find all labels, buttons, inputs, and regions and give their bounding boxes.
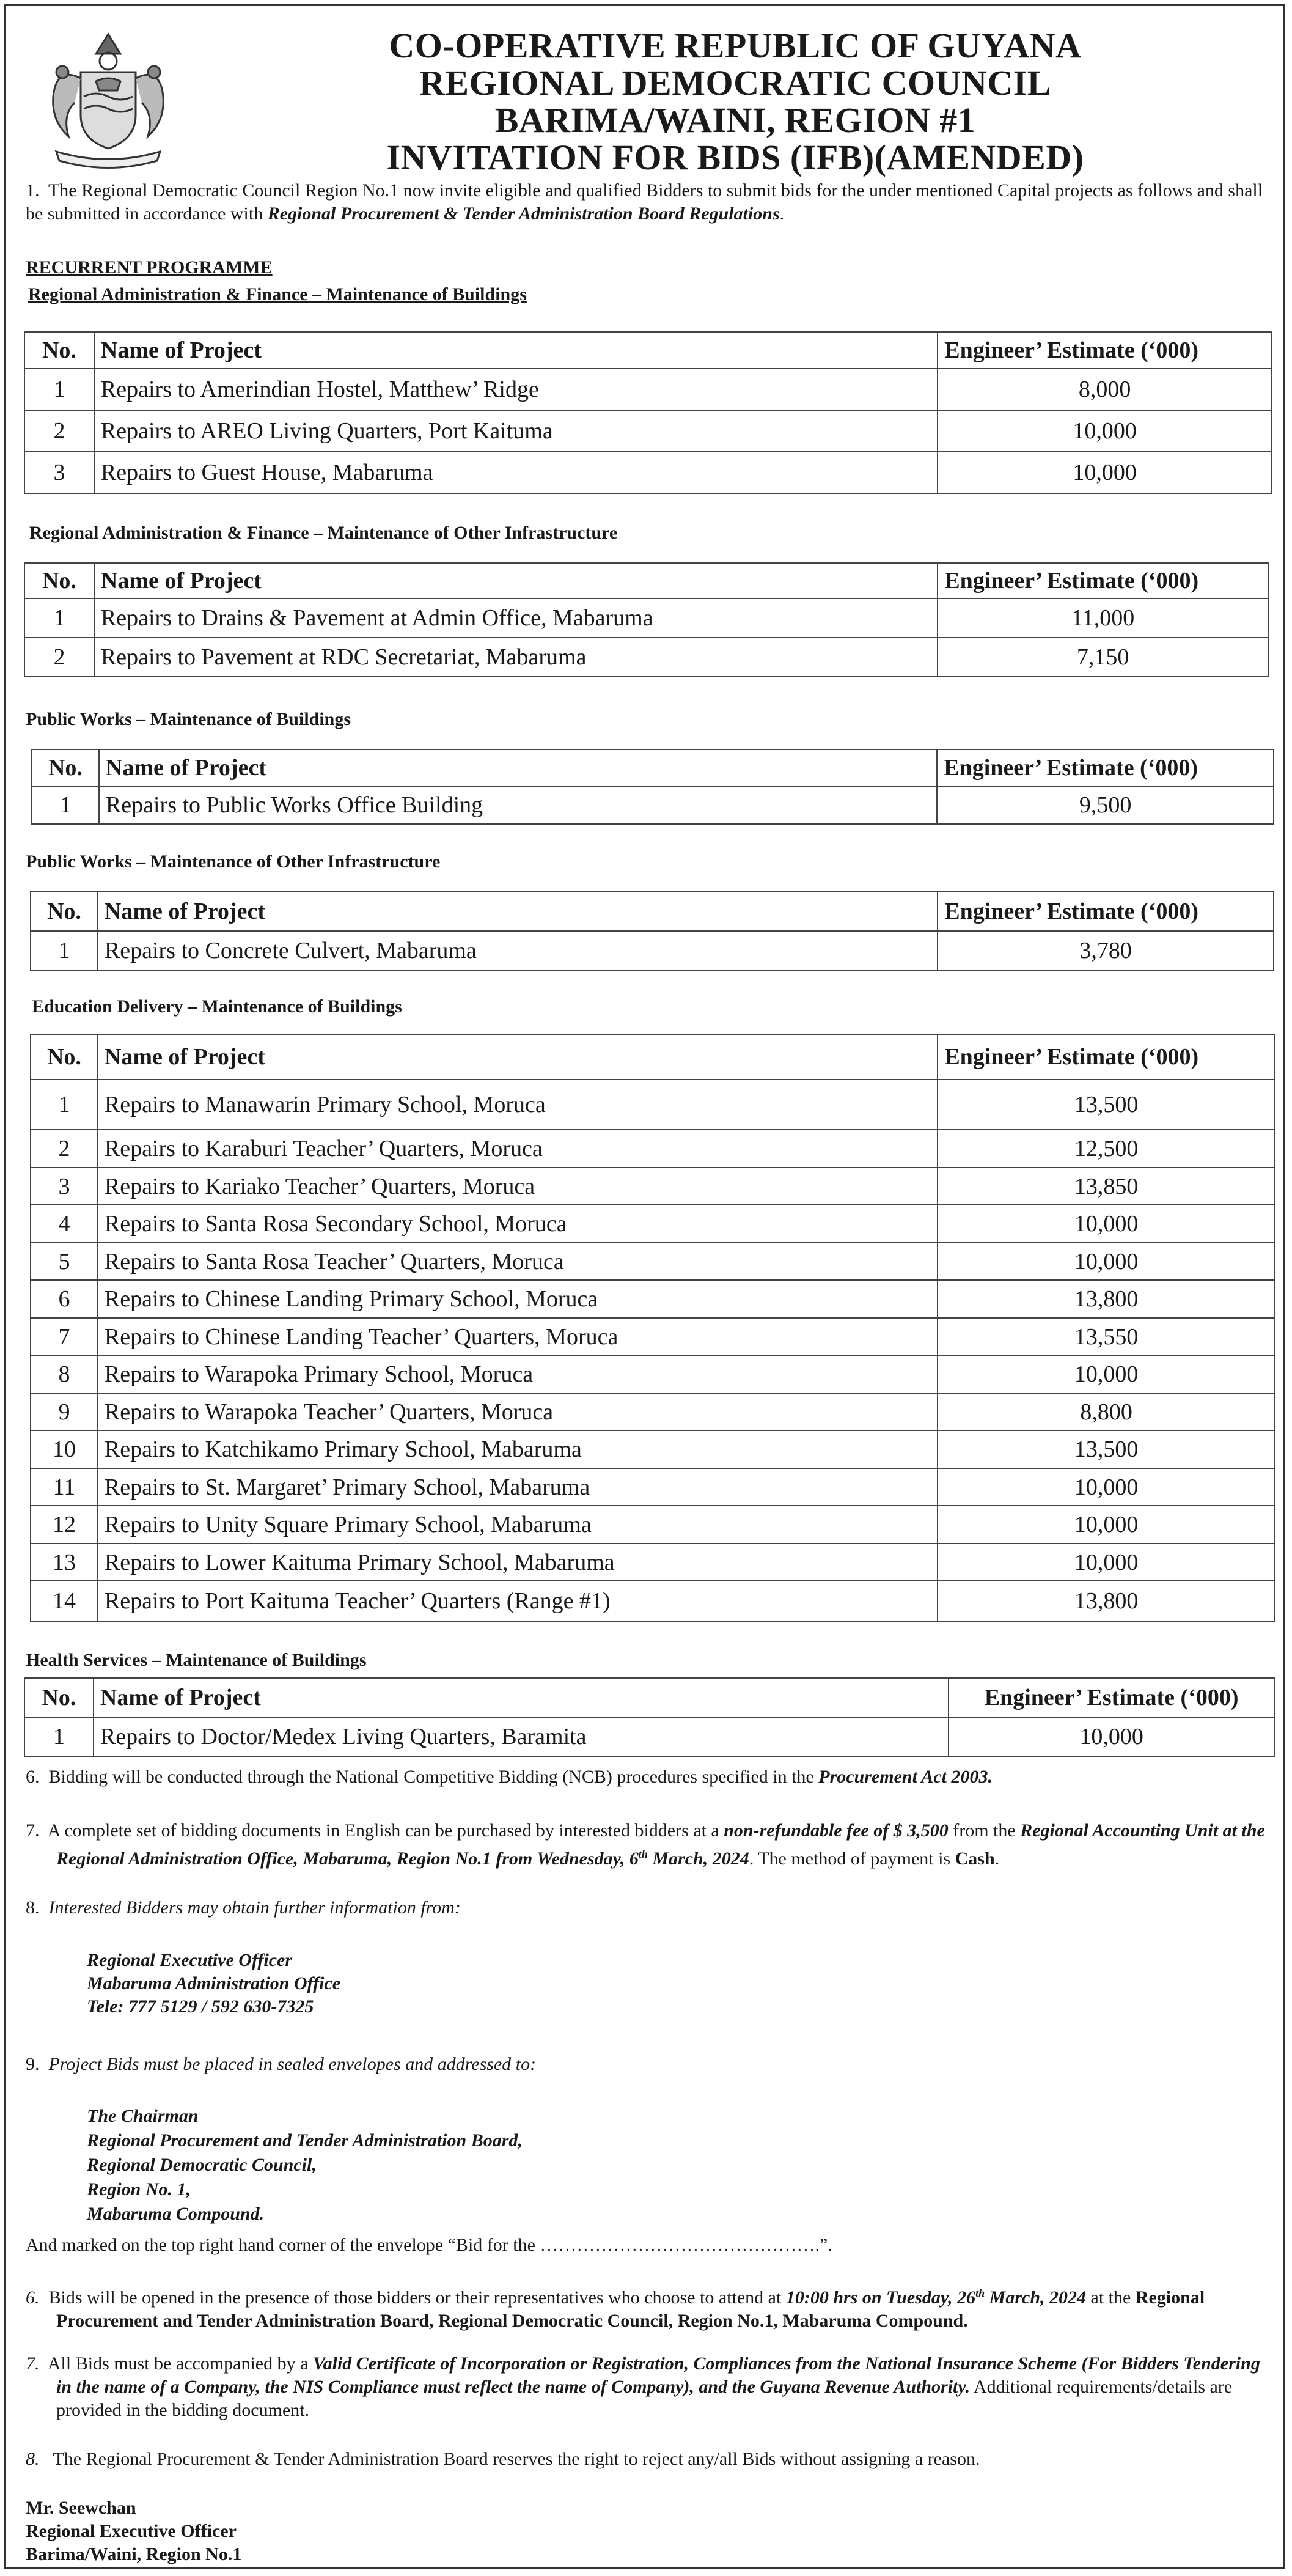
row-estimate: 10,000: [938, 452, 1272, 493]
clause-venue: Regional Procurement and Tender Administration Board, Regional Democratic Council, Region No.1, Mabaruma Compound.: [56, 2287, 1205, 2331]
table-section-4: [30, 891, 1274, 971]
clause-fee: non-refundable fee of $ 3,500: [724, 1820, 949, 1841]
section-label-6: Health Services – Maintenance of Buildings: [26, 1650, 367, 1670]
row-name: Repairs to Warapoka Primary School, Moruca: [98, 1355, 938, 1393]
col-name: Name of Project: [94, 1678, 949, 1717]
clause-text: Interested Bidders may obtain further information from:: [48, 1897, 461, 1918]
clause-8-reject: [26, 2448, 1272, 2471]
table-row: [31, 1243, 1275, 1280]
col-no: No.: [24, 332, 94, 369]
signatory-title: Regional Executive Officer: [26, 2521, 237, 2541]
row-estimate: 7,150: [938, 638, 1268, 677]
section-label-2: Regional Administration & Finance – Maintenance of Other Infrastructure: [29, 523, 618, 543]
intro-text: The Regional Democratic Council Region No.1 now invite eligible and qualified Bidders to submit bids for the under mentioned Capital projects as follows and shall be submitted in accordance with: [26, 180, 1263, 224]
col-name: Name of Project: [94, 563, 938, 598]
title-region: BARIMA/WAINI, REGION #1: [494, 100, 976, 140]
col-estimate: Engineer’ Estimate (‘000): [938, 1034, 1275, 1080]
row-estimate: 13,800: [938, 1280, 1275, 1318]
col-no: No.: [32, 749, 99, 786]
notice-page: [4, 4, 1285, 2569]
clause-date: March, 2024: [647, 1849, 749, 1869]
title-council: REGIONAL DEMOCRATIC COUNCIL: [419, 63, 1051, 103]
row-estimate: 13,500: [938, 1080, 1275, 1130]
contact-phone: Tele: 777 5129 / 592 630-7325: [87, 1996, 314, 2017]
row-no: 4: [31, 1205, 98, 1243]
table-row: [31, 1130, 1275, 1168]
row-no: 1: [31, 1080, 98, 1130]
row-name: Repairs to Unity Square Primary School, Mabaruma: [98, 1506, 938, 1544]
intro-emph: Regional Procurement & Tender Administration Board Regulations: [267, 204, 780, 224]
table-section-3: [31, 749, 1274, 825]
table-row: [24, 1717, 1274, 1756]
intro-paragraph: [26, 179, 1272, 226]
row-name: Repairs to Guest House, Mabaruma: [94, 452, 938, 493]
row-estimate: 13,800: [938, 1581, 1275, 1621]
clause-requirements: Valid Certificate of Incorporation or Registration, Compliances from the National Insurance Scheme (For Bidders Tendering in the name of a Company, the NIS Compliance must reflect the name of Company), and the Guyana Revenue Authority.: [56, 2353, 1260, 2397]
row-no: 1: [24, 369, 94, 410]
row-name: Repairs to St. Margaret’ Primary School, Mabaruma: [98, 1468, 938, 1506]
address-line: Mabaruma Compound.: [87, 2204, 265, 2224]
address-line: Regional Democratic Council,: [87, 2155, 317, 2175]
clause-text: Additional requirements/details are provided in the bidding document.: [56, 2377, 1233, 2420]
row-no: 9: [31, 1393, 98, 1430]
clause-8-info: [26, 1896, 461, 1919]
address-line: The Chairman: [87, 2106, 199, 2126]
clause-6-opening: [26, 2281, 1272, 2333]
row-no: 1: [31, 931, 98, 970]
row-name: Repairs to Doctor/Medex Living Quarters, Baramita: [94, 1717, 949, 1756]
table-header: [24, 563, 1268, 598]
row-name: Repairs to Chinese Landing Primary School, Moruca: [98, 1280, 938, 1318]
table-row: [31, 1581, 1275, 1621]
row-no: 1: [24, 1717, 94, 1756]
table-row: [31, 1168, 1275, 1205]
address-block: [87, 2104, 523, 2226]
contact-block: [87, 1949, 340, 2018]
table-section-2: [24, 562, 1269, 677]
clause-text: A complete set of bidding documents in English can be purchased by interested bidders at a: [47, 1820, 724, 1841]
table-row: [32, 786, 1274, 824]
table-row: [31, 1393, 1275, 1430]
intro-end: .: [779, 204, 785, 224]
clause-num: 7.: [26, 1820, 40, 1841]
clause-9-envelopes: [26, 2053, 536, 2076]
col-no: No.: [31, 892, 98, 931]
row-name: Repairs to Santa Rosa Secondary School, Moruca: [98, 1205, 938, 1243]
row-no: 1: [32, 786, 99, 824]
clause-end: .: [994, 1849, 1000, 1869]
row-estimate: 12,500: [938, 1130, 1275, 1168]
row-estimate: 10,000: [938, 410, 1272, 452]
clause-text: Bidding will be conducted through the National Competitive Bidding (NCB) procedures specified in the: [48, 1767, 819, 1787]
row-name: Repairs to Pavement at RDC Secretariat, Mabaruma: [94, 638, 938, 677]
row-estimate: 10,000: [938, 1355, 1275, 1393]
row-estimate: 10,000: [938, 1205, 1275, 1243]
col-name: Name of Project: [99, 749, 937, 786]
address-line: Region No. 1,: [87, 2179, 191, 2199]
clause-sup: th: [975, 2287, 985, 2299]
table-row: [24, 410, 1272, 452]
table-row: [31, 1506, 1275, 1544]
row-estimate: 13,550: [938, 1318, 1275, 1355]
row-name: Repairs to Karaburi Teacher’ Quarters, Moruca: [98, 1130, 938, 1168]
table-row: [24, 598, 1268, 638]
table-section-5: [30, 1034, 1275, 1622]
programme-label: RECURRENT PROGRAMME: [26, 257, 273, 278]
col-name: Name of Project: [98, 892, 938, 931]
row-no: 6: [31, 1280, 98, 1318]
row-estimate: 9,500: [937, 786, 1274, 824]
col-estimate: Engineer’ Estimate (‘000): [938, 332, 1272, 369]
row-name: Repairs to Public Works Office Building: [99, 786, 937, 824]
title-ifb: INVITATION FOR BIDS (IFB)(AMENDED): [386, 138, 1084, 177]
col-name: Name of Project: [94, 332, 938, 369]
clause-num: 6.: [26, 2287, 40, 2308]
clause-num: 6.: [26, 1767, 40, 1787]
row-no: 3: [24, 452, 94, 493]
table-row: [31, 1355, 1275, 1393]
row-name: Repairs to Kariako Teacher’ Quarters, Moruca: [98, 1168, 938, 1205]
table-header: [24, 1678, 1274, 1717]
row-name: Repairs to Warapoka Teacher’ Quarters, Moruca: [98, 1393, 938, 1430]
row-no: 3: [31, 1168, 98, 1205]
clause-text: The Regional Procurement & Tender Administration Board reserves the right to reject any/all Bids without assigning a reason.: [53, 2449, 980, 2469]
col-no: No.: [24, 563, 94, 598]
table-section-1: [24, 331, 1272, 494]
title-block: [208, 27, 1263, 176]
clause-num: 7.: [26, 2353, 40, 2374]
clause-text: . The method of payment is: [749, 1849, 955, 1869]
row-no: 13: [31, 1544, 98, 1581]
section-label-3: Public Works – Maintenance of Buildings: [26, 709, 351, 729]
row-estimate: 10,000: [938, 1243, 1275, 1280]
row-estimate: 8,800: [938, 1393, 1275, 1430]
clause-num: 8.: [26, 2449, 40, 2469]
clause-text: Project Bids must be placed in sealed envelopes and addressed to:: [48, 2054, 537, 2074]
row-name: Repairs to Katchikamo Primary School, Mabaruma: [98, 1430, 938, 1468]
coat-of-arms-icon: [38, 29, 178, 170]
col-name: Name of Project: [98, 1034, 938, 1080]
row-estimate: 10,000: [938, 1468, 1275, 1506]
row-estimate: 11,000: [938, 598, 1268, 638]
table-row: [31, 1080, 1275, 1130]
clause-num: 8.: [26, 1897, 40, 1918]
table-row: [31, 1430, 1275, 1468]
table-row: [31, 1544, 1275, 1581]
intro-num: 1.: [26, 180, 40, 201]
row-name: Repairs to Santa Rosa Teacher’ Quarters, Moruca: [98, 1243, 938, 1280]
header: [6, 23, 1287, 176]
col-estimate: Engineer’ Estimate (‘000): [938, 892, 1274, 931]
table-header: [32, 749, 1274, 786]
section-label-4: Public Works – Maintenance of Other Infrastructure: [26, 852, 441, 872]
clause-text: from the: [948, 1820, 1021, 1841]
row-estimate: 3,780: [938, 931, 1274, 970]
row-no: 1: [24, 598, 94, 638]
clause-sup: th: [638, 1848, 648, 1860]
col-estimate: Engineer’ Estimate (‘000): [949, 1678, 1274, 1717]
clause-7-documents: [26, 1819, 1272, 1871]
address-line: Regional Procurement and Tender Administration Board,: [87, 2130, 523, 2151]
section-label-5: Education Delivery – Maintenance of Buildings: [32, 996, 402, 1017]
row-no: 2: [31, 1130, 98, 1168]
row-no: 8: [31, 1355, 98, 1393]
row-no: 12: [31, 1506, 98, 1544]
row-no: 11: [31, 1468, 98, 1506]
clause-text: Bids will be opened in the presence of those bidders or their representatives who choose to attend at: [48, 2287, 786, 2308]
table-header: [24, 332, 1272, 369]
row-no: 5: [31, 1243, 98, 1280]
table-row: [24, 452, 1272, 493]
clause-date: March, 2024: [985, 2287, 1087, 2308]
table-row: [31, 1205, 1275, 1243]
row-name: Repairs to Concrete Culvert, Mabaruma: [98, 931, 938, 970]
row-name: Repairs to Port Kaituma Teacher’ Quarters (Range #1): [98, 1581, 938, 1621]
clause-emph: Procurement Act 2003.: [818, 1767, 993, 1787]
row-no: 2: [24, 410, 94, 452]
clause-text: at the: [1086, 2287, 1136, 2308]
table-row: [31, 1468, 1275, 1506]
clause-num: 9.: [26, 2054, 40, 2074]
col-no: No.: [31, 1034, 98, 1080]
row-no: 2: [24, 638, 94, 677]
row-estimate: 13,500: [938, 1430, 1275, 1468]
clause-location: Regional Accounting Unit at the Regional Administration Office, Mabaruma, Region No.1 from Wednesday, 6: [56, 1820, 1265, 1869]
row-name: Repairs to Drains & Pavement at Admin Office, Mabaruma: [94, 598, 938, 638]
row-name: Repairs to Lower Kaituma Primary School, Mabaruma: [98, 1544, 938, 1581]
row-no: 7: [31, 1318, 98, 1355]
table-row: [31, 931, 1274, 970]
signature-block: [26, 2497, 241, 2566]
col-no: No.: [24, 1678, 94, 1717]
clause-6-bidding: [26, 1765, 1272, 1789]
title-country: CO-OPERATIVE REPUBLIC OF GUYANA: [389, 26, 1082, 65]
table-header: [31, 1034, 1275, 1080]
table-row: [31, 1280, 1275, 1318]
row-name: Repairs to Amerindian Hostel, Matthew’ Ridge: [94, 369, 938, 410]
envelope-note: And marked on the top right hand corner of the envelope “Bid for the ……………………………………….”.: [26, 2235, 832, 2255]
row-name: Repairs to AREO Living Quarters, Port Kaituma: [94, 410, 938, 452]
clause-payment: Cash: [955, 1849, 995, 1869]
clause-text: All Bids must be accompanied by a: [47, 2353, 313, 2374]
contact-office: Mabaruma Administration Office: [87, 1973, 341, 1993]
row-no: 10: [31, 1430, 98, 1468]
row-estimate: 13,850: [938, 1168, 1275, 1205]
table-header: [31, 892, 1274, 931]
row-estimate: 10,000: [949, 1717, 1274, 1756]
clause-time: 10:00 hrs on Tuesday, 26: [785, 2287, 976, 2308]
row-name: Repairs to Manawarin Primary School, Moruca: [98, 1080, 938, 1130]
row-estimate: 10,000: [938, 1506, 1275, 1544]
col-estimate: Engineer’ Estimate (‘000): [937, 749, 1274, 786]
row-name: Repairs to Chinese Landing Teacher’ Quarters, Moruca: [98, 1318, 938, 1355]
col-estimate: Engineer’ Estimate (‘000): [938, 563, 1268, 598]
signatory-name: Mr. Seewchan: [26, 2498, 136, 2518]
row-estimate: 8,000: [938, 369, 1272, 410]
signatory-region: Barima/Waini, Region No.1: [26, 2544, 242, 2564]
table-section-6: [24, 1677, 1275, 1757]
section-label-1: Regional Administration & Finance – Maintenance of Buildings: [28, 284, 527, 304]
row-estimate: 10,000: [938, 1544, 1275, 1581]
row-no: 14: [31, 1581, 98, 1621]
table-row: [24, 638, 1268, 677]
table-row: [31, 1318, 1275, 1355]
contact-title: Regional Executive Officer: [87, 1950, 293, 1970]
clause-7-certificates: [26, 2352, 1272, 2422]
table-row: [24, 369, 1272, 410]
